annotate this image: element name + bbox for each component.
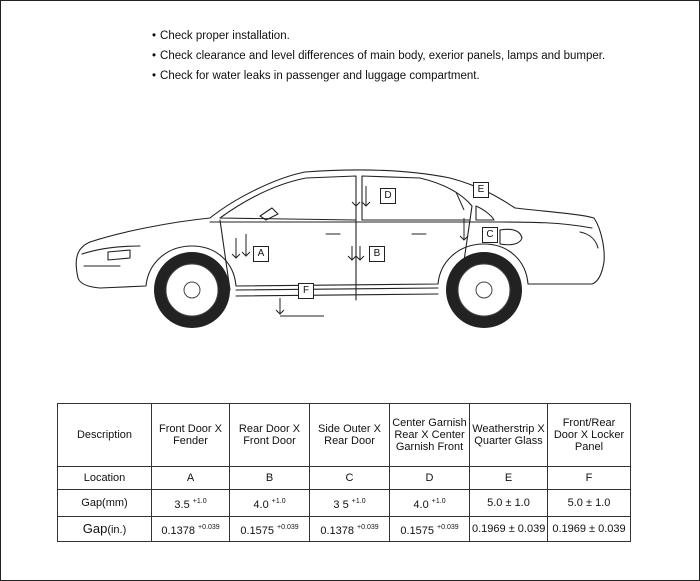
table-cell-description: Side Outer X Rear Door [310,404,390,467]
table-cell-gap-in: 0.1575 $^{+0.039}$ [230,517,310,542]
table-cell-gap-mm: 4.0 $^{+1.0}$ [230,490,310,517]
checklist-item: • Check proper installation. [152,26,605,46]
table-cell-gap-in: 0.1969 ± 0.039 [548,517,631,542]
location-label-f: F [298,283,314,299]
table-cell-location: E [470,467,548,490]
table-cell-gap-mm: 3 5 $^{+1.0}$ [310,490,390,517]
gap-specification-table [57,403,631,542]
table-cell-location: C [310,467,390,490]
checklist [152,26,605,86]
location-label-c: C [482,227,498,243]
location-label-b: B [369,246,385,262]
row-label-gap-mm: Gap(mm) [58,490,152,517]
table-cell-location: A [152,467,230,490]
checklist-item: • Check for water leaks in passenger and luggage compartment. [152,66,605,86]
table-row [58,404,631,467]
row-label-gap-in: Gap(in.) [58,517,152,542]
table-cell-description: Rear Door X Front Door [230,404,310,467]
table-cell-description: Front Door X Fender [152,404,230,467]
location-label-a: A [253,246,269,262]
table-cell-description: Front/Rear Door X Locker Panel [548,404,631,467]
table-cell-gap-mm: 5.0 ± 1.0 [470,490,548,517]
table-row [58,490,631,517]
table-cell-location: F [548,467,631,490]
table-cell-description: Weatherstrip X Quarter Glass [470,404,548,467]
table-cell-description: Center Garnish Rear X Center Garnish Front [390,404,470,467]
location-label-d: D [380,188,396,204]
table-cell-gap-in: 0.1575 $^{+0.039}$ [390,517,470,542]
row-label-location: Location [58,467,152,490]
location-label-e: E [473,182,489,198]
table-cell-gap-in: 0.1378 $^{+0.039}$ [310,517,390,542]
table-cell-gap-in: 0.1378 $^{+0.039}$ [152,517,230,542]
table-cell-location: B [230,467,310,490]
table-cell-gap-mm: 5.0 ± 1.0 [548,490,631,517]
table-cell-gap-mm: 4.0 $^{+1.0}$ [390,490,470,517]
table-cell-gap-mm: 3.5 $^{+1.0}$ [152,490,230,517]
table-row [58,517,631,542]
car-side-view-diagram [60,150,620,335]
table-cell-gap-in: 0.1969 ± 0.039 [470,517,548,542]
table-cell-location: D [390,467,470,490]
checklist-item: • Check clearance and level differences of main body, exerior panels, lamps and bumper. [152,46,605,66]
row-label-description: Description [58,404,152,467]
table-row [58,467,631,490]
